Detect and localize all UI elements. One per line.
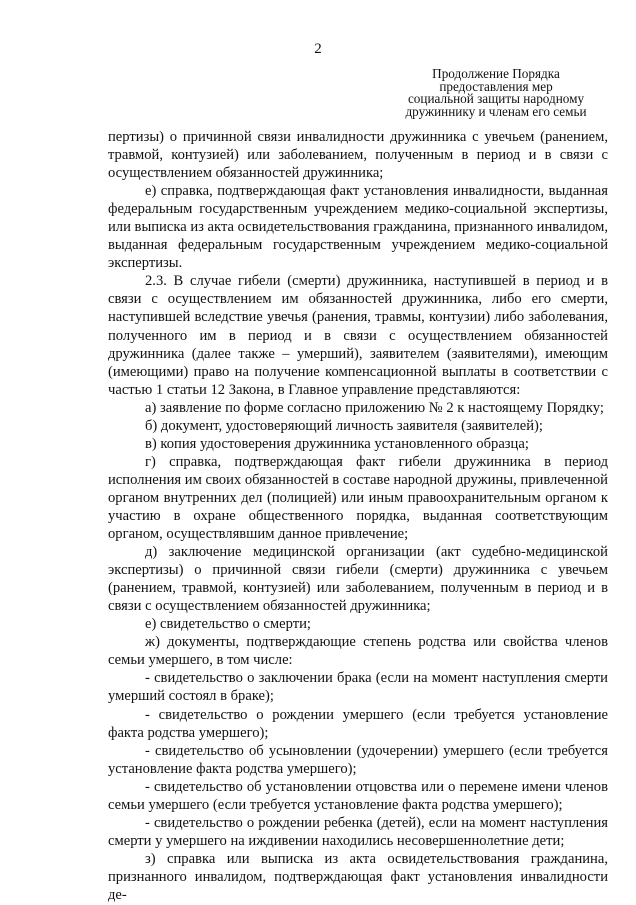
list-item: а) заявление по форме согласно приложению № 2 к настоящему Порядку;: [145, 399, 604, 416]
list-item: в) копия удостоверения дружинника установленного образца;: [145, 435, 529, 452]
sub-list-item: - свидетельство об усыновлении (удочерении) умершего (если требуется установление факта родства умершего);: [108, 742, 608, 777]
list-item: г) справка, подтверждающая факт гибели дружинника в период исполнения им своих обязанностей в составе народной дружины, привлеченной органом внутренних дел (полицией) или иным правоохранительным органом к участию в охране общественного порядка, выданная соответствующим органом, осуществлявшим данное привлечение;: [108, 453, 608, 543]
page-number: 2: [314, 41, 322, 57]
header-line: Продолжение Порядка: [432, 66, 560, 81]
sub-list-item: - свидетельство о заключении брака (если на момент наступления смерти умерший состоял в браке);: [108, 670, 608, 705]
list-item: е) свидетельство о смерти;: [145, 616, 311, 633]
sub-list-item: - свидетельство об установлении отцовства или о перемене имени членов семьи умершего (если требуется установление факта родства умершего);: [108, 778, 608, 813]
paragraph: е) справка, подтверждающая факт установления инвалидности, выданная федеральным государственным учреждением медико-социальной экспертизы, или выписка из акта освидетельствования гражданина, признанного инвалидом, выданная федеральным государственным учреждением медико-социальной экспертизы.: [108, 183, 608, 272]
list-item: з) справка или выписка из акта освидетельствования гражданина, признанного инвалидом, подтверждающая факт установления инвалидности де-: [108, 850, 608, 903]
header-line: дружиннику и членам его семьи: [405, 103, 587, 119]
sub-list-item: - свидетельство о рождении ребенка (детей), если на момент наступления смерти у умершего на иждивении находились несовершеннолетние дети;: [108, 814, 608, 849]
document-body: [108, 128, 608, 904]
document-header: [386, 68, 606, 118]
paragraph: 2.3. В случае гибели (смерти) дружинника, наступившей в период и в связи с осуществлением им обязанностей дружинника, либо его смерти, наступившей вследствие увечья (ранения, травмы, контузии) либо заболевания, полученного им в период и в связи с осуществлением обязанностей дружинника (далее также – умерший), заявителем (заявителями), имеющим (имеющими) право на получение компенсационной выплаты в соответствии с частью 1 статьи 12 Закона, в Главное управление представляются:: [108, 273, 608, 398]
sub-list-item: - свидетельство о рождении умершего (если требуется установление факта родства умершего);: [108, 706, 608, 741]
header-line: социальной защиты народному: [407, 91, 585, 107]
list-item: ж) документы, подтверждающие степень родства или свойства членов семьи умершего, в том числе:: [108, 634, 608, 669]
paragraph: пертизы) о причинной связи инвалидности дружинника с увечьем (ранением, травмой, контузией) или заболеванием, полученным в период и в связи с осуществлением обязанностей дружинника;: [108, 129, 608, 182]
list-item: б) документ, удостоверяющий личность заявителя (заявителей);: [145, 417, 543, 434]
list-item: д) заключение медицинской организации (акт судебно-медицинской экспертизы) о причинной связи гибели (смерти) дружинника с увечьем (ранением, травмой, контузией) или заболеванием, полученным в период и в связи с осуществлением обязанностей дружинника;: [108, 544, 608, 615]
header-line: предоставления мер: [439, 78, 553, 94]
